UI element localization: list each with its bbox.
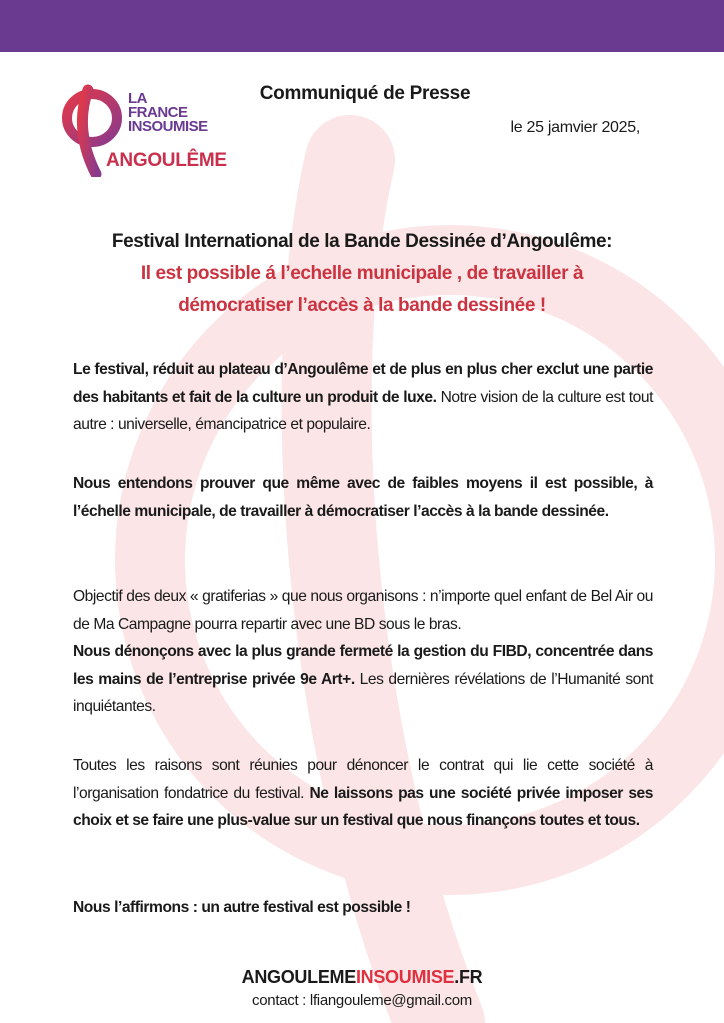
top-color-bar	[0, 0, 724, 52]
paragraph-5-bold: Ne laissons pas une société privée imposer ses choix et se faire une plus-value sur un festival que nous finançons toutes et tous.	[73, 784, 653, 829]
paragraph-1-rest: Notre vision de la culture est tout autre : universelle, émancipatrice et populaire.	[73, 388, 653, 433]
release-date: le 25 jamvier 2025,	[510, 119, 640, 136]
paragraph-4	[73, 638, 653, 721]
logo-line-insoumise: INSOUMISE	[128, 118, 208, 135]
press-release-title: Communiqué de Presse	[259, 83, 471, 104]
headline-sub-line1: Il est possible á l’echelle municipale , de travailler à	[140, 263, 584, 284]
paragraph-4-rest: Les dernières révélations de l’Humanité sont inquiétantes.	[73, 670, 653, 715]
footer-site-part1: ANGOULEME	[241, 967, 356, 987]
paragraph-1	[73, 356, 653, 439]
footer-site-part2: INSOUMISE	[355, 967, 455, 987]
paragraph-2-bold: Nous entendons prouver que même avec de faibles moyens il est possible, à l’échelle municipale, de travailler à démocratiser l’accès à la bande dessinée.	[73, 475, 653, 520]
footer-website-link[interactable]	[0, 967, 724, 988]
footer-contact-email[interactable]: contact : lfiangouleme@gmail.com	[252, 992, 472, 1009]
paragraph-3-text: Objectif des deux « gratiferias » que nous organisons : n’importe quel enfant de Bel Air ou de Ma Campagne pourra repartir avec une BD sous le bras.	[73, 588, 653, 633]
paragraph-6-bold: Nous l’affirmons : un autre festival est possible !	[73, 899, 411, 916]
logo-line-la: LA	[128, 90, 147, 107]
paragraph-6	[73, 894, 653, 922]
logo-city: ANGOULÊME	[106, 150, 227, 171]
paragraph-3	[73, 583, 653, 638]
paragraph-5	[73, 752, 653, 835]
headline-main: Festival International de la Bande Dessinée d’Angoulême:	[111, 231, 613, 252]
paragraph-5-start: Toutes les raisons sont réunies pour dénoncer le contrat qui lie cette société à l’organisation fondatrice du festival.	[73, 757, 653, 802]
headline-sub-line2: démocratiser l’accès à la bande dessinée !	[178, 295, 546, 316]
paragraph-4-bold: Nous dénonçons avec la plus grande fermeté la gestion du FIBD, concentrée dans les mains de l’entreprise privée 9e Art+.	[73, 643, 653, 688]
headline-block	[60, 226, 664, 322]
logo-line-france: FRANCE	[128, 104, 188, 121]
paragraph-1-bold: Le festival, réduit au plateau d’Angoulême et de plus en plus cher exclut une partie des habitants et fait de la culture un produit de luxe.	[73, 361, 653, 406]
paragraph-2	[73, 470, 653, 525]
footer-site-part3: .FR	[454, 967, 483, 987]
